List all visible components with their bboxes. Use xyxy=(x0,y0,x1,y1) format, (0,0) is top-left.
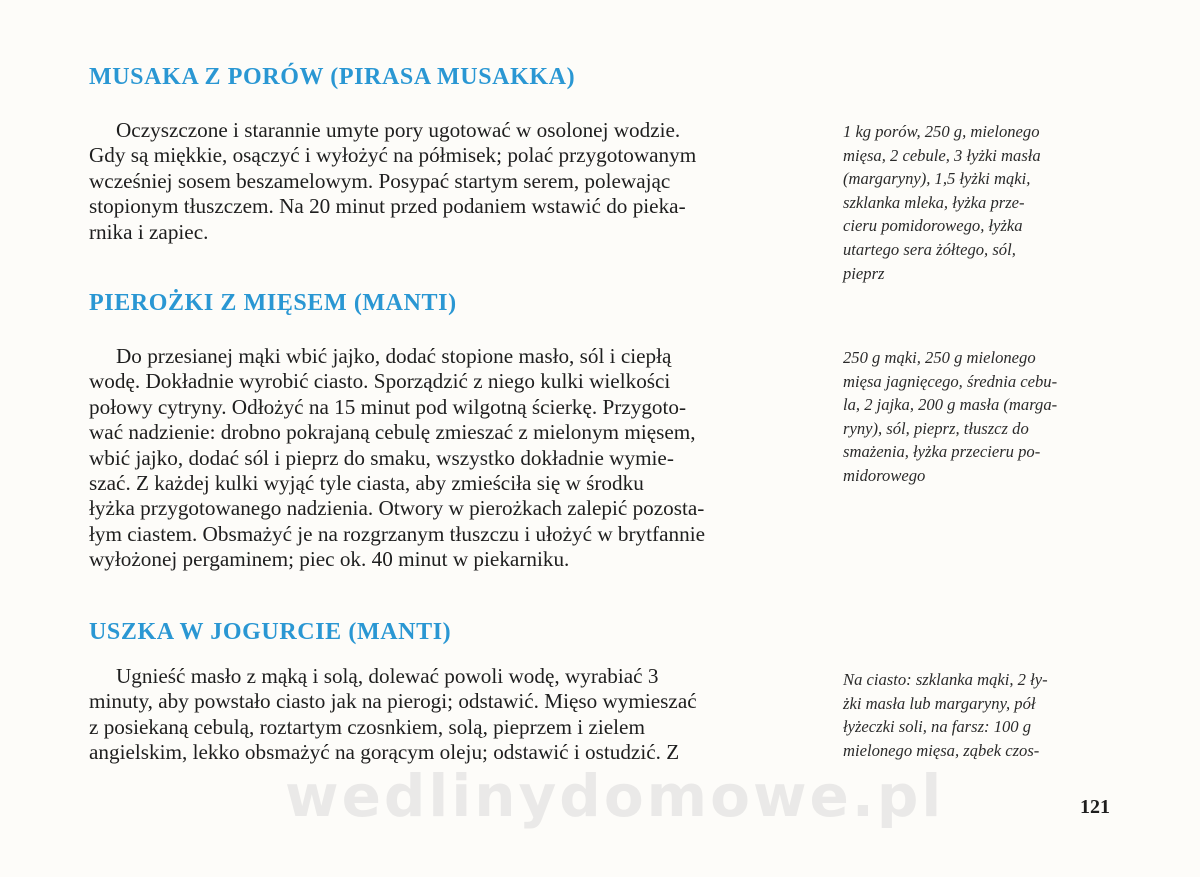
instruction-line: Oczyszczone i starannie umyte pory ugotować w osolonej wodzie. xyxy=(116,118,681,142)
ingredient-line: pieprz xyxy=(843,263,885,283)
watermark-text: wedlinydomowe.pl xyxy=(285,762,945,830)
instruction-line: stopionym tłuszczem. Na 20 minut przed podaniem wstawić do pieka- xyxy=(89,194,686,219)
ingredients-list xyxy=(843,668,1118,762)
ingredients-list xyxy=(843,120,1118,285)
instruction-line: wać nadzienie: drobno pokrajaną cebulę zmieszać z mielonym mięsem, xyxy=(89,420,696,445)
instruction-line: rnika i zapiec. xyxy=(89,219,209,244)
instruction-line: z posiekaną cebulą, roztartym czosnkiem, solą, pieprzem i zielem xyxy=(89,714,645,739)
recipe-instructions xyxy=(89,344,809,573)
ingredient-line: szklanka mleka, łyżka prze- xyxy=(843,192,1025,212)
instruction-line: wodę. Dokładnie wyrobić ciasto. Sporządzić z niego kulki wielkości xyxy=(89,369,671,394)
ingredient-line: ryny), sól, pieprz, tłuszcz do xyxy=(843,418,1029,438)
ingredient-line: żki masła lub margaryny, pół xyxy=(843,693,1036,713)
instruction-line: łyżka przygotowanego nadzienia. Otwory w pierożkach zalepić pozosta- xyxy=(89,496,705,521)
page-number: 121 xyxy=(1080,796,1110,818)
instruction-line: wbić jajko, dodać sól i pieprz do smaku, wszystko dokładnie wymie- xyxy=(89,445,674,470)
instruction-line: Do przesianej mąki wbić jajko, dodać stopione masło, sól i ciepłą xyxy=(116,344,672,368)
recipe-title: PIEROŻKI Z MIĘSEM (MANTI) xyxy=(89,290,457,316)
ingredient-line: midorowego xyxy=(843,465,926,485)
instruction-line: połowy cytryny. Odłożyć na 15 minut pod wilgotną ścierkę. Przygoto- xyxy=(89,394,687,419)
ingredient-line: mięsa jagnięcego, średnia cebu- xyxy=(843,371,1058,391)
instruction-line: angielskim, lekko obsmażyć na gorącym oleju; odstawić i ostudzić. Z xyxy=(89,740,680,765)
ingredient-line: mielonego mięsa, ząbek czos- xyxy=(843,740,1040,760)
ingredient-line: cieru pomidorowego, łyżka xyxy=(843,216,1023,236)
ingredient-line: 250 g mąki, 250 g mielonego xyxy=(843,348,1036,367)
recipe-title: USZKA W JOGURCIE (MANTI) xyxy=(89,619,452,645)
ingredient-line: utartego sera żółtego, sól, xyxy=(843,239,1016,259)
instruction-line: Ugnieść masło z mąką i solą, dolewać powoli wodę, wyrabiać 3 xyxy=(116,664,659,688)
instruction-line: łym ciastem. Obsmażyć je na rozgrzanym tłuszczu i ułożyć w brytfannie xyxy=(89,521,705,546)
ingredient-line: smażenia, łyżka przecieru po- xyxy=(843,442,1041,462)
instruction-line: Gdy są miękkie, osączyć i wyłożyć na półmisek; polać przygotowanym xyxy=(89,143,697,168)
instruction-line: wyłożonej pergaminem; piec ok. 40 minut w piekarniku. xyxy=(89,547,570,572)
recipe-title: MUSAKA Z PORÓW (PIRASA MUSAKKA) xyxy=(89,64,576,90)
recipe-instructions xyxy=(89,118,809,245)
ingredient-line: łyżeczki soli, na farsz: 100 g xyxy=(843,717,1032,737)
ingredient-line: mięsa, 2 cebule, 3 łyżki masła xyxy=(843,145,1041,165)
instruction-line: wcześniej sosem beszamelowym. Posypać startym serem, polewając xyxy=(89,168,671,193)
ingredient-line: Na ciasto: szklanka mąki, 2 ły- xyxy=(843,670,1048,689)
ingredient-line: 1 kg porów, 250 g, mielonego xyxy=(843,122,1040,141)
instruction-line: szać. Z każdej kulki wyjąć tyle ciasta, aby zmieściła się w środku xyxy=(89,471,644,496)
recipe-instructions xyxy=(89,664,809,766)
ingredients-list xyxy=(843,346,1118,488)
ingredient-line: la, 2 jajka, 200 g masła (marga- xyxy=(843,395,1058,415)
ingredient-line: (margaryny), 1,5 łyżki mąki, xyxy=(843,169,1031,189)
instruction-line: minuty, aby powstało ciasto jak na pierogi; odstawić. Mięso wymieszać xyxy=(89,689,697,714)
